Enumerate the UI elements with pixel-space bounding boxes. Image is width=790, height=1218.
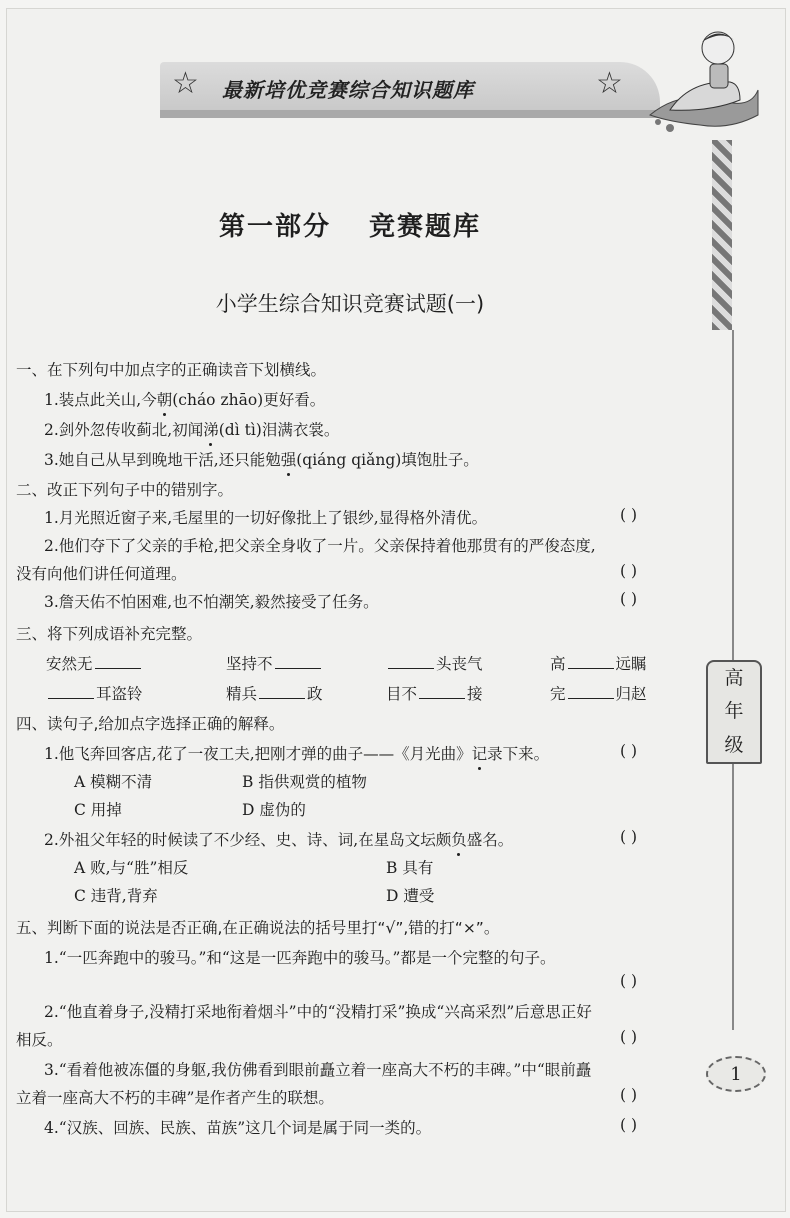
part-title-a: 第一部分 (218, 212, 331, 242)
grade-char: 高 (724, 667, 744, 690)
section-2-title: 二、改正下列句子中的错别字。 (16, 481, 234, 499)
answer-paren[interactable]: ( ) (620, 506, 638, 524)
question-item: 3.“看着他被冻僵的身躯,我仿佛看到眼前矗立着一座高大不朽的丰碑。”中“眼前矗 (44, 1061, 592, 1079)
blank-field[interactable] (419, 684, 465, 699)
question-item: 立着一座高大不朽的丰碑”是作者产生的联想。 (16, 1089, 334, 1107)
option-item: D 遭受 (386, 887, 435, 905)
answer-paren[interactable]: ( ) (620, 1086, 638, 1104)
question-item: 没有向他们讲任何道理。 (16, 565, 187, 583)
part-title-b: 竞赛题库 (369, 212, 482, 242)
idiom-item: 坚持不 (226, 652, 323, 674)
section-5-title: 五、判断下面的说法是否正确,在正确说法的括号里打“√”,错的打“×”。 (16, 919, 500, 937)
answer-paren[interactable]: ( ) (620, 1028, 638, 1046)
grade-char: 级 (724, 733, 744, 756)
idiom-item: 高 远瞩 (550, 655, 647, 673)
question-item: 2.“他直着身子,没精打采地衔着烟斗”中的“没精打采”换成“兴高采烈”后意思正好 (44, 1003, 592, 1021)
answer-paren[interactable]: ( ) (620, 590, 638, 608)
blank-field[interactable] (568, 684, 614, 699)
question-item: 3.她自己从早到晚地干活,还只能勉强(qiáng qiǎng)填饱肚子。 (44, 451, 479, 469)
side-rule (732, 330, 734, 660)
header-title: 最新培优竞赛综合知识题库 (222, 78, 474, 102)
answer-paren[interactable]: ( ) (620, 1116, 638, 1134)
option-item: C 违背,背弃 (74, 887, 158, 905)
question-item: 1.装点此关山,今朝(cháo zhāo)更好看。 (44, 391, 326, 409)
idiom-item: 头丧气 (386, 652, 483, 674)
option-item: B 具有 (386, 859, 434, 877)
star-icon: ☆ (596, 66, 623, 101)
answer-paren[interactable]: ( ) (620, 972, 638, 990)
blank-field[interactable] (48, 684, 94, 699)
star-icon: ☆ (172, 66, 199, 101)
answer-paren[interactable]: ( ) (620, 742, 638, 760)
question-item: 2.剑外忽传收蓟北,初闻涕(dì tì)泪满衣裳。 (44, 421, 340, 439)
question-item: 2.外祖父年轻的时候读了不少经、史、诗、词,在星岛文坛颇负盛名。 (44, 831, 514, 849)
page-number: 1 (706, 1056, 766, 1092)
grade-char: 年 (724, 700, 744, 723)
blank-field[interactable] (275, 654, 321, 669)
decorative-stripe (712, 140, 732, 330)
sub-title: 小学生综合知识竞赛试题(一) (215, 292, 485, 316)
question-item: 1.他飞奔回客店,花了一夜工夫,把刚才弹的曲子——《月光曲》记录下来。 (44, 745, 550, 763)
option-item: D 虚伪的 (242, 801, 306, 819)
idiom-item: 精兵 政 (226, 685, 323, 703)
idiom-item: 安然无 (46, 652, 143, 674)
side-rule (732, 760, 734, 1030)
answer-paren[interactable]: ( ) (620, 828, 638, 846)
part-title (0, 206, 700, 243)
question-item: 3.詹天佑不怕困难,也不怕潮笑,毅然接受了任务。 (44, 593, 379, 611)
blank-field[interactable] (568, 654, 614, 669)
option-item: B 指供观赏的植物 (242, 773, 367, 791)
question-item: 2.他们夺下了父亲的手枪,把父亲全身收了一片。父亲保持着他那贯有的严俊态度, (44, 537, 596, 555)
grade-tab (706, 660, 762, 764)
section-3-title: 三、将下列成语补充完整。 (16, 625, 203, 643)
option-item: A 败,与“胜”相反 (74, 859, 189, 877)
mascot-illustration-icon (640, 20, 760, 140)
question-item: 1.月光照近窗子来,毛屋里的一切好像批上了银纱,显得格外清优。 (44, 509, 488, 527)
option-item: A 模糊不清 (74, 773, 153, 791)
answer-paren[interactable]: ( ) (620, 562, 638, 580)
question-item: 1.“一匹奔跑中的骏马。”和“这是一匹奔跑中的骏马。”都是一个完整的句子。 (44, 949, 556, 967)
idiom-item: 完 归赵 (550, 685, 647, 703)
option-item: C 用掉 (74, 801, 122, 819)
question-item: 相反。 (16, 1031, 63, 1049)
blank-field[interactable] (95, 654, 141, 669)
blank-field[interactable] (259, 684, 305, 699)
question-item: 4.“汉族、回族、民族、苗族”这几个词是属于同一类的。 (44, 1119, 432, 1137)
section-1-title: 一、在下列句中加点字的正确读音下划横线。 (16, 361, 327, 379)
blank-field[interactable] (388, 654, 434, 669)
idiom-item: 耳盗铃 (46, 682, 143, 704)
header-underline (160, 110, 660, 118)
idiom-item: 目不 接 (386, 685, 483, 703)
section-4-title: 四、读句子,给加点字选择正确的解释。 (16, 715, 285, 733)
